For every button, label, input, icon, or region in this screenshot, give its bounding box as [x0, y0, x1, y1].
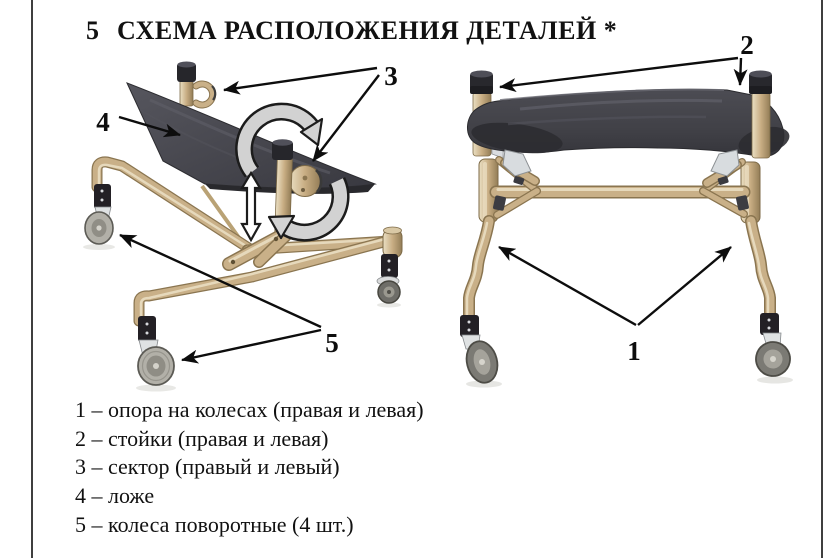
sector-disc-part — [290, 166, 321, 197]
bed-cushion — [467, 89, 792, 160]
callout-5-arrow-2 — [182, 330, 321, 360]
callout-1-label: 1 — [627, 336, 641, 366]
callout-1-arrow-1 — [499, 247, 636, 325]
frame — [479, 150, 760, 223]
callout-1 — [499, 247, 731, 366]
callout-3-arrow-2 — [313, 75, 379, 161]
wheel-support-left — [460, 221, 502, 388]
stand-post-right — [749, 71, 772, 159]
callout-2-arrow-1 — [500, 58, 738, 87]
callout-2-arrow-2 — [740, 58, 741, 85]
legend-item-2: 2 – стойки (правая и левая) — [75, 425, 329, 451]
callout-3-arrow-1 — [224, 68, 377, 90]
vertical-move-arrow-icon — [242, 173, 260, 240]
parts-legend — [75, 396, 424, 540]
caster-front-left — [136, 316, 176, 392]
wheel-support-right — [749, 221, 793, 384]
front-view-photo — [430, 28, 805, 390]
callout-4-label: 4 — [96, 107, 110, 137]
side-view-photo — [55, 48, 425, 395]
caster-right — [377, 254, 401, 308]
caster-rear-left — [83, 184, 115, 250]
rear-stand-post — [177, 62, 215, 107]
clamp-hardware-left — [503, 150, 531, 176]
page-border-right-line — [821, 0, 823, 558]
legend-item-1: 1 – опора на колесах (правая и левая) — [75, 397, 424, 422]
callout-2 — [500, 30, 754, 87]
callout-5-label: 5 — [325, 328, 339, 358]
legend-item-4: 4 – ложе — [75, 483, 155, 509]
page-border-left-line — [31, 0, 33, 558]
callout-3-label: 3 — [384, 61, 398, 91]
callout-1-arrow-2 — [638, 247, 731, 325]
legend-item-3: 3 – сектор (правый и левый) — [75, 454, 340, 480]
section-number: 5 — [86, 16, 99, 45]
callout-2-label: 2 — [740, 30, 754, 60]
page-title: СХЕМА РАСПОЛОЖЕНИЯ ДЕТАЛЕЙ * — [117, 16, 618, 45]
legend-item-5: 5 – колеса поворотные (4 шт.) — [75, 511, 354, 537]
